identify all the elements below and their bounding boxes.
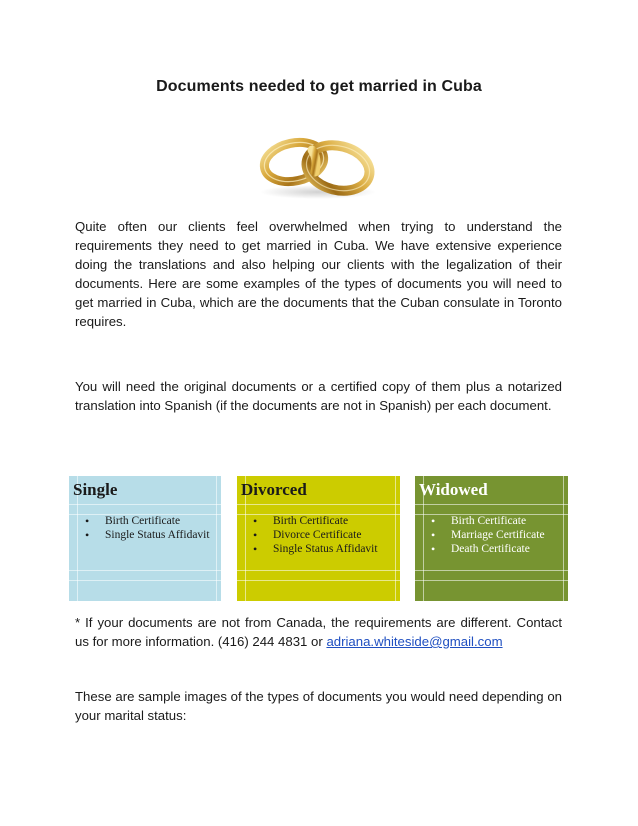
list-item: • Single Status Affidavit [105, 528, 217, 542]
requirements-paragraph: You will need the original documents or a certified copy of them plus a notarized translation into Spanish (if the documents are not in Spanish) per each document. [75, 379, 562, 413]
widowed-document-list [433, 514, 564, 556]
divorced-heading: Divorced [241, 480, 307, 499]
intro-paragraph: Quite often our clients feel overwhelmed when trying to understand the requirements they need to get married in Cuba. We have extensive experience doing the translations and also helping our clients with the legalization of their documents. Here are some examples of the types of documents you will need to get married in Cuba, which are the documents that the Cuban consulate in Toronto requires. [75, 219, 562, 329]
contact-note-text: * If your documents are not from Canada, the requirements are different. Contact us for more information. (416) 244 4831 or [75, 615, 562, 649]
list-item: • Birth Certificate [273, 514, 396, 528]
single-status-box [69, 476, 221, 601]
list-item: • Marriage Certificate [451, 528, 564, 542]
email-link[interactable]: adriana.whiteside@gmail.com [326, 634, 503, 649]
divorced-status-box [237, 476, 400, 601]
list-item: • Birth Certificate [105, 514, 217, 528]
contact-note [75, 613, 562, 651]
list-item: • Single Status Affidavit [273, 542, 396, 556]
divorced-document-list [255, 514, 396, 556]
list-item: • Birth Certificate [451, 514, 564, 528]
page-title: Documents needed to get married in Cuba [156, 78, 482, 95]
single-document-list [87, 514, 217, 542]
single-heading: Single [73, 480, 118, 499]
widowed-status-box [415, 476, 568, 601]
widowed-heading: Widowed [419, 480, 488, 499]
list-item: • Divorce Certificate [273, 528, 396, 542]
wedding-rings-icon [252, 128, 382, 200]
list-item: • Death Certificate [451, 542, 564, 556]
closing-paragraph: These are sample images of the types of documents you would need depending on your marital status: [75, 689, 562, 723]
